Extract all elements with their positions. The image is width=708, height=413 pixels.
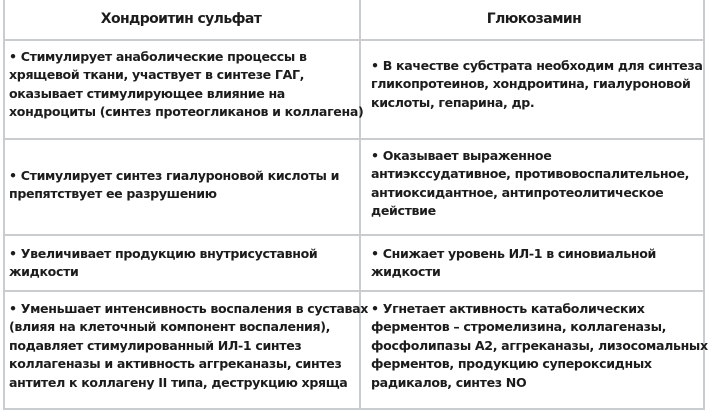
- cell-line: антиэкссудативное, противовоспалительное,: [371, 166, 690, 182]
- cell-line: коллагеназы и активность аггреканазы, синтез: [9, 356, 342, 372]
- chondroitin-cell: [5, 41, 364, 138]
- cell-line: (влияя на клеточный компонент воспаления),: [9, 319, 331, 335]
- cell-line: антител к коллагену II типа, деструкцию хряща: [9, 374, 348, 390]
- glucosamine-cell: [361, 236, 703, 290]
- table-header-row: [5, 0, 703, 41]
- chondroitin-cell: [5, 140, 361, 234]
- cell-line: • Оказывает выраженное: [371, 148, 552, 163]
- cell-line: • Угнетает активность катаболических: [371, 301, 645, 316]
- cell-line: радикалов, синтез NO: [371, 374, 527, 390]
- cell-line: препятствует ее разрушению: [9, 186, 217, 202]
- cell-line: хондроциты (синтез протеогликанов и коллагена): [9, 104, 364, 120]
- cell-line: жидкости: [371, 264, 441, 280]
- chondroitin-cell: [5, 292, 369, 410]
- glucosamine-cell: [361, 292, 708, 410]
- cell-line: действие: [371, 203, 436, 219]
- cell-line: гликопротеинов, хондроитина, гиалуроновой: [371, 76, 691, 92]
- header-chondroitin: Хондроитин сульфат: [5, 0, 361, 39]
- cell-line: оказывает стимулирующее влияние на: [9, 85, 285, 101]
- cell-line: подавляет стимулированный ИЛ-1 синтез: [9, 337, 302, 353]
- cell-line: • Увеличивает продукцию внутрисуставной: [9, 246, 318, 261]
- table-row: [5, 292, 708, 410]
- cell-line: ферментов, продукцию супероксидных: [371, 356, 652, 372]
- cell-line: • Уменьшает интенсивность воспаления в суставах: [9, 301, 369, 316]
- table-row: [5, 41, 703, 140]
- comparison-table: [3, 0, 708, 410]
- cell-line: антиоксидантное, антипротеолитическое: [371, 184, 664, 200]
- cell-line: фосфолипазы А2, аггреканазы, лизосомальных: [371, 337, 708, 353]
- header-glucosamine: Глюкозамин: [486, 11, 582, 28]
- cell-line: кислоты, гепарина, др.: [371, 94, 535, 110]
- table-row: [5, 140, 703, 236]
- glucosamine-cell: [361, 41, 703, 138]
- glucosamine-cell: [361, 140, 703, 234]
- cell-line: ферментов – стромелизина, коллагеназы,: [371, 319, 667, 335]
- chondroitin-cell: [5, 236, 361, 290]
- table-row: [5, 236, 703, 292]
- cell-line: • Снижает уровень ИЛ-1 в синовиальной: [371, 246, 656, 261]
- cell-line: • В качестве субстрата необходим для синтеза: [371, 58, 703, 73]
- cell-line: • Стимулирует синтез гиалуроновой кислоты и: [9, 168, 340, 183]
- cell-line: жидкости: [9, 264, 79, 280]
- cell-line: • Стимулирует анаболические процессы в: [9, 49, 307, 64]
- cell-line: хрящевой ткани, участвует в синтезе ГАГ,: [9, 67, 305, 83]
